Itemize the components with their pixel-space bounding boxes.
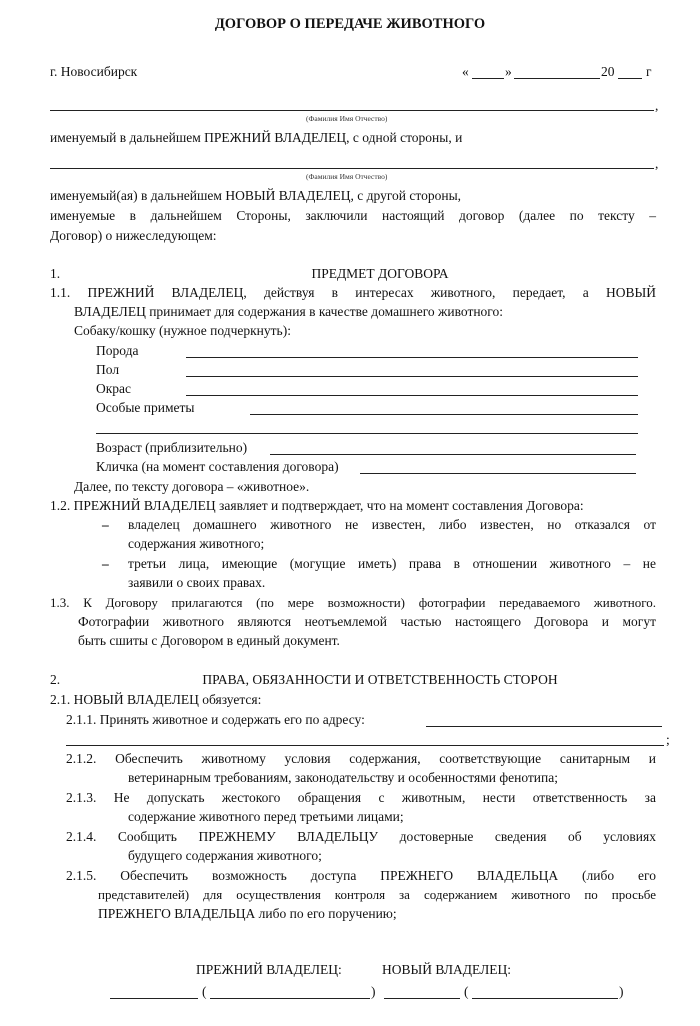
p11-line1: 1.1. ПРЕЖНИЙ ВЛАДЕЛЕЦ, действуя в интересах животного, передает, а НОВЫЙ <box>50 285 656 300</box>
address-field-extra <box>66 745 664 746</box>
city-label: г. Новосибирск <box>50 64 138 79</box>
address-semicolon: ; <box>666 732 670 747</box>
p21-text: 2.1. НОВЫЙ ВЛАДЕЛЕЦ обязуется: <box>50 692 262 707</box>
new-owner-signature-field <box>384 998 460 999</box>
p211-text: 2.1.1. Принять животное и содержать его по адресу: <box>66 712 365 727</box>
p13-line1: 1.3. К Договору прилагаются (по мере возможности) фотографии передаваемого животного. <box>50 595 656 610</box>
party1-comma: , <box>655 98 659 113</box>
bullet2-line1: третьи лица, имеющие (могущие иметь) права в отношении животного – не <box>128 556 656 571</box>
date-month-field <box>514 78 600 79</box>
date-day-field <box>472 78 504 79</box>
p12-text: 1.2. ПРЕЖНИЙ ВЛАДЕЛЕЦ заявляет и подтверждает, что на момент составления Договора: <box>50 498 584 513</box>
p213-line2: содержание животного перед третьими лицами; <box>128 809 404 824</box>
party2-caption: (Фамилия Имя Отчество) <box>306 172 388 181</box>
section2-heading: ПРАВА, ОБЯЗАННОСТИ И ОТВЕТСТВЕННОСТЬ СТОРОН <box>202 672 558 687</box>
further-text: Далее, по тексту договора – «животное». <box>74 479 310 494</box>
p214-line2: будущего содержания животного; <box>128 848 322 863</box>
p13-line2: Фотографии животного являются неотъемлемой частью настоящего Договора и могут <box>78 614 656 629</box>
date-open-quote: « <box>462 64 469 79</box>
p215-line1: 2.1.5. Обеспечить возможность доступа ПРЕЖНЕГО ВЛАДЕЛЬЦА (либо его <box>66 868 656 883</box>
bullet2-dash: – <box>102 556 109 571</box>
bullet1-line1: владелец домашнего животного не известен, либо известен, но отказался от <box>128 517 656 532</box>
old-owner-signature-field <box>110 998 198 999</box>
address-field <box>426 726 662 727</box>
sex-field <box>186 376 638 377</box>
intro-line2: Договор) о нижеследующем: <box>50 228 217 243</box>
date-year-suffix: г <box>646 64 652 79</box>
age-label: Возраст (приблизительно) <box>96 440 248 455</box>
name-field <box>360 473 636 474</box>
p215-line3: ПРЕЖНЕГО ВЛАДЕЛЬЦА либо по его поручению; <box>98 906 397 921</box>
sex-label: Пол <box>96 362 120 377</box>
name-label: Кличка (на момент составления договора) <box>96 459 339 474</box>
party2-comma: , <box>655 156 659 171</box>
p213-line1: 2.1.3. Не допускать жестокого обращения с животным, нести ответственность за <box>66 790 656 805</box>
bullet2-line2: заявили о своих правах. <box>128 575 266 590</box>
marks-field-extra <box>96 433 638 434</box>
p13-line3: быть сшиты с Договором в единый документ. <box>78 633 340 648</box>
new-owner-paren-close: ) <box>619 984 624 999</box>
document-title: ДОГОВОР О ПЕРЕДАЧЕ ЖИВОТНОГО <box>214 16 486 32</box>
p212-line2: ветеринарным требованиям, законодательству и особенностями фенотипа; <box>128 770 558 785</box>
section1-heading: ПРЕДМЕТ ДОГОВОРА <box>311 266 449 281</box>
party1-caption: (Фамилия Имя Отчество) <box>306 114 388 123</box>
old-owner-paren-open: ( <box>202 984 207 999</box>
pet-type-label: Собаку/кошку (нужное подчеркнуть): <box>74 323 291 338</box>
new-owner-signature-label: НОВЫЙ ВЛАДЕЛЕЦ: <box>382 962 511 977</box>
breed-field <box>186 357 638 358</box>
intro-line1: именуемые в дальнейшем Стороны, заключили настоящий договор (далее по тексту – <box>50 208 656 223</box>
old-owner-signature-label: ПРЕЖНИЙ ВЛАДЕЛЕЦ: <box>196 962 342 977</box>
p11-line2: ВЛАДЕЛЕЦ принимает для содержания в качестве домашнего животного: <box>74 304 504 319</box>
old-owner-paren-close: ) <box>371 984 376 999</box>
color-field <box>186 395 638 396</box>
color-label: Окрас <box>96 381 132 396</box>
bullet1-line2: содержания животного; <box>128 536 265 551</box>
section2-number: 2. <box>50 672 61 687</box>
marks-field <box>250 414 638 415</box>
party2-text: именуемый(ая) в дальнейшем НОВЫЙ ВЛАДЕЛЕЦ, с другой стороны, <box>50 188 462 203</box>
new-owner-paren-open: ( <box>464 984 469 999</box>
party1-text: именуемый в дальнейшем ПРЕЖНИЙ ВЛАДЕЛЕЦ, с одной стороны, и <box>50 130 463 145</box>
party1-name-field <box>50 110 654 111</box>
section1-number: 1. <box>50 266 61 281</box>
marks-label: Особые приметы <box>96 400 195 415</box>
bullet1-dash: – <box>102 517 109 532</box>
party2-name-field <box>50 168 654 169</box>
p212-line1: 2.1.2. Обеспечить животному условия содержания, соответствующие санитарным и <box>66 751 656 766</box>
p215-line2: представителей) для осуществления контроля за содержанием животного по просьбе <box>98 887 656 902</box>
date-year-field <box>618 78 642 79</box>
breed-label: Порода <box>96 343 139 358</box>
p214-line1: 2.1.4. Сообщить ПРЕЖНЕМУ ВЛАДЕЛЬЦУ достоверные сведения об условиях <box>66 829 656 844</box>
date-year-prefix: 20 <box>601 64 615 79</box>
date-close-quote: » <box>505 64 512 79</box>
new-owner-name-field <box>472 998 618 999</box>
age-field <box>270 454 636 455</box>
old-owner-name-field <box>210 998 370 999</box>
